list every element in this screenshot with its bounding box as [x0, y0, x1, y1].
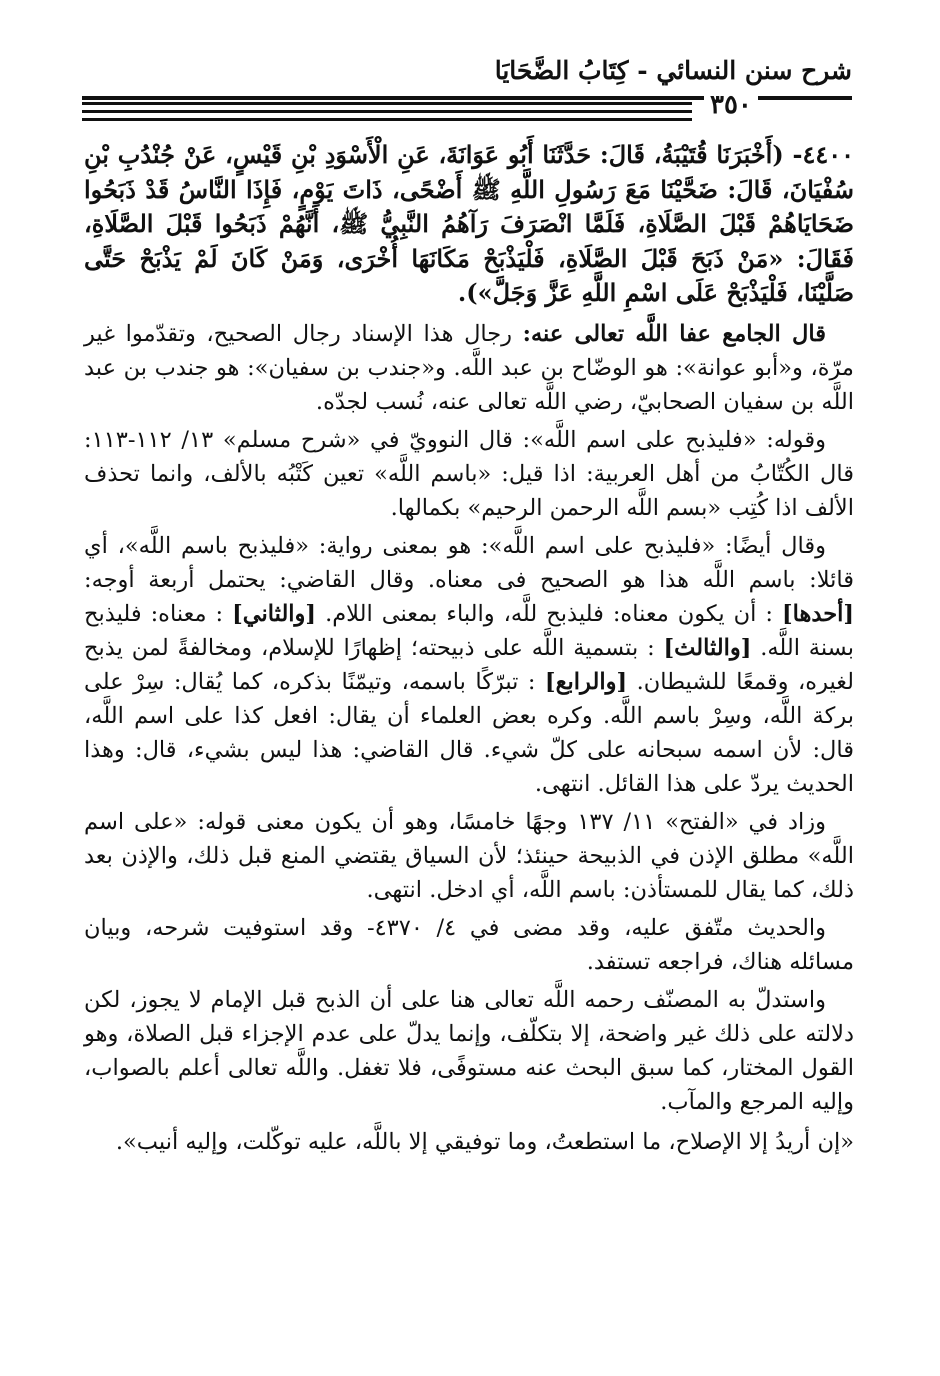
- header-rule-right-3: [82, 118, 136, 121]
- paragraph-lead: قال الجامع عفا اللَّه تعالى عنه:: [522, 320, 826, 347]
- commentary-paragraph: وقوله: «فليذبح على اسم اللَّه»: قال النوويّ في «شرح مسلم» ١٣/ ١١٢-١١٣: قال الكُتّابُ من أهل العربية: اذا قيل: «باسم اللَّه» تعين كَتْبُه بالألف، وانما تحذف الألف اذا كُتِب «بسم اللَّه الرحمن الرحيم» بكمالها.: [84, 426, 854, 521]
- commentary-paragraph: والحديث متّفق عليه، وقد مضى في ٤/ ٤٣٧٠- وقد استوفيت شرحه، وبيان مسائله هناك، فراجعه تستفد.: [84, 914, 854, 975]
- hadith-text: ٤٤٠٠- (أَخْبَرَنَا قُتَيْبَةُ، قَالَ: حَدَّثَنَا أَبُو عَوَانَةَ، عَنِ الْأَسْوَدِ بْنِ قَيْسٍ، عَنْ جُنْدُبِ بْنِ سُفْيَانَ، قَالَ: ضَحَّيْنَا مَعَ رَسُولِ اللَّهِ ﷺ أَضْحًى، ذَاتَ يَوْمٍ، فَإِذَا النَّاسُ قَدْ ذَبَحُوا ضَحَايَاهُمْ قَبْلَ الصَّلَاةِ، فَلَمَّا انْصَرَفَ رَآهُمُ النَّبِيُّ ﷺ، أَنَّهُمْ ذَبَحُوا قَبْلَ الصَّلَاةِ، فَقَالَ: «مَنْ ذَبَحَ قَبْلَ الصَّلَاةِ، فَلْيَذْبَحْ مَكَانَهَا أُخْرَى، وَمَنْ كَانَ لَمْ يَذْبَحْ حَتَّى صَلَّيْنَا، فَلْيَذْبَحْ عَلَى اسْمِ اللَّهِ عَزَّ وَجَلَّ»).: [84, 140, 854, 307]
- paragraph-text: : معناه: فليذبح بسنة اللَّه.: [84, 600, 854, 661]
- commentary-paragraph: [84, 317, 854, 419]
- paragraph-text: رجال هذا الإسناد رجال الصحيح، وتقدّموا غير مرّة، و«أبو عوانة»: هو الوضّاح بن عبد اللَّه. و«جندب بن سفيان»: هو جندب بن عبد اللَّه بن سفيان الصحابيّ، رضي اللَّه تعالى عنه، نُسب لجدّه.: [84, 320, 854, 415]
- page-number: ٣٥٠: [704, 90, 758, 120]
- paragraph-text: : أن يكون معناه: فليذبح للَّه، والباء بمعنى اللام.: [316, 600, 783, 627]
- header-rule-left-1: [82, 102, 692, 105]
- closing-quote: «إن أريدُ إلا الإصلاح، ما استطعتُ، وما توفيقي إلا باللَّه، عليه توكّلت، وإليه أنيب».: [115, 1128, 854, 1155]
- bracket-label: [والثاني]: [232, 600, 317, 627]
- bracket-label: [والرابع]: [544, 668, 628, 695]
- paragraph-text: : بتسمية اللَّه على ذبيحته؛ إظهارًا للإسلام، ومخالفةً لمن يذبح لغيره، وقمعًا للشيطان.: [84, 634, 854, 695]
- page-header: [82, 52, 852, 124]
- commentary-paragraph: واستدلّ به المصنّف رحمه اللَّه تعالى هنا على أن الذبح قبل الإمام لا يجوز، لكن دلالته على ذلك غير واضحة، إلا بتكلّف، وإنما يدلّ على عدم الإجزاء قبل الصلاة، وهو القول المختار، كما سبق البحث عنه مستوفًى، فلا تغفل. واللَّه تعالى أعلم بالصواب، وإليه المرجع والمآب.: [84, 986, 854, 1115]
- paragraph-text: وقال أيضًا: «فليذبح على اسم اللَّه»: هو بمعنى رواية: «فليذبح باسم اللَّه»، أي قائلا: باسم اللَّه هذا هو الصحيح فى معناه. وقال القاضي: يحتمل أربعة أوجه:: [84, 532, 854, 593]
- bracket-label: [والثالث]: [663, 634, 752, 661]
- header-rule-left-3: [82, 118, 692, 121]
- running-title: شرح سنن النسائي - كِتَابُ الضَّحَايَا: [494, 56, 852, 85]
- commentary-paragraph: وزاد في «الفتح» ١١/ ١٣٧ وجهًا خامسًا، وهو أن يكون معنى قوله: «على اسم اللَّه» مطلق الإذن في الذبيحة حينئذ؛ لأن السياق يقتضي المنع قبل ذلك، والإذن بعد ذلك، كما يقال للمستأذن: باسم اللَّه، أي ادخل. انتهى.: [84, 808, 854, 903]
- header-rule-right-2: [82, 110, 136, 113]
- commentary-paragraph: [84, 529, 854, 801]
- bracket-label: [أحدها]: [782, 600, 854, 627]
- page-body: [84, 138, 854, 1336]
- paragraph-text: : تبرّكًا باسمه، وتيمّنًا بذكره، كما يُقال: سِرْ على بركة اللَّه، وسِرْ باسم اللَّه. وكره بعض العلماء أن يقال: افعل كذا على اسم اللَّه، قال: لأن اسمه سبحانه على كلّ شيء. قال القاضي: هذا ليس بشيء، قال: وهذا الحديث يردّ على هذا القائل. انتهى.: [84, 668, 854, 797]
- header-rule-left-2: [82, 110, 692, 113]
- header-rule-right-1: [82, 102, 136, 105]
